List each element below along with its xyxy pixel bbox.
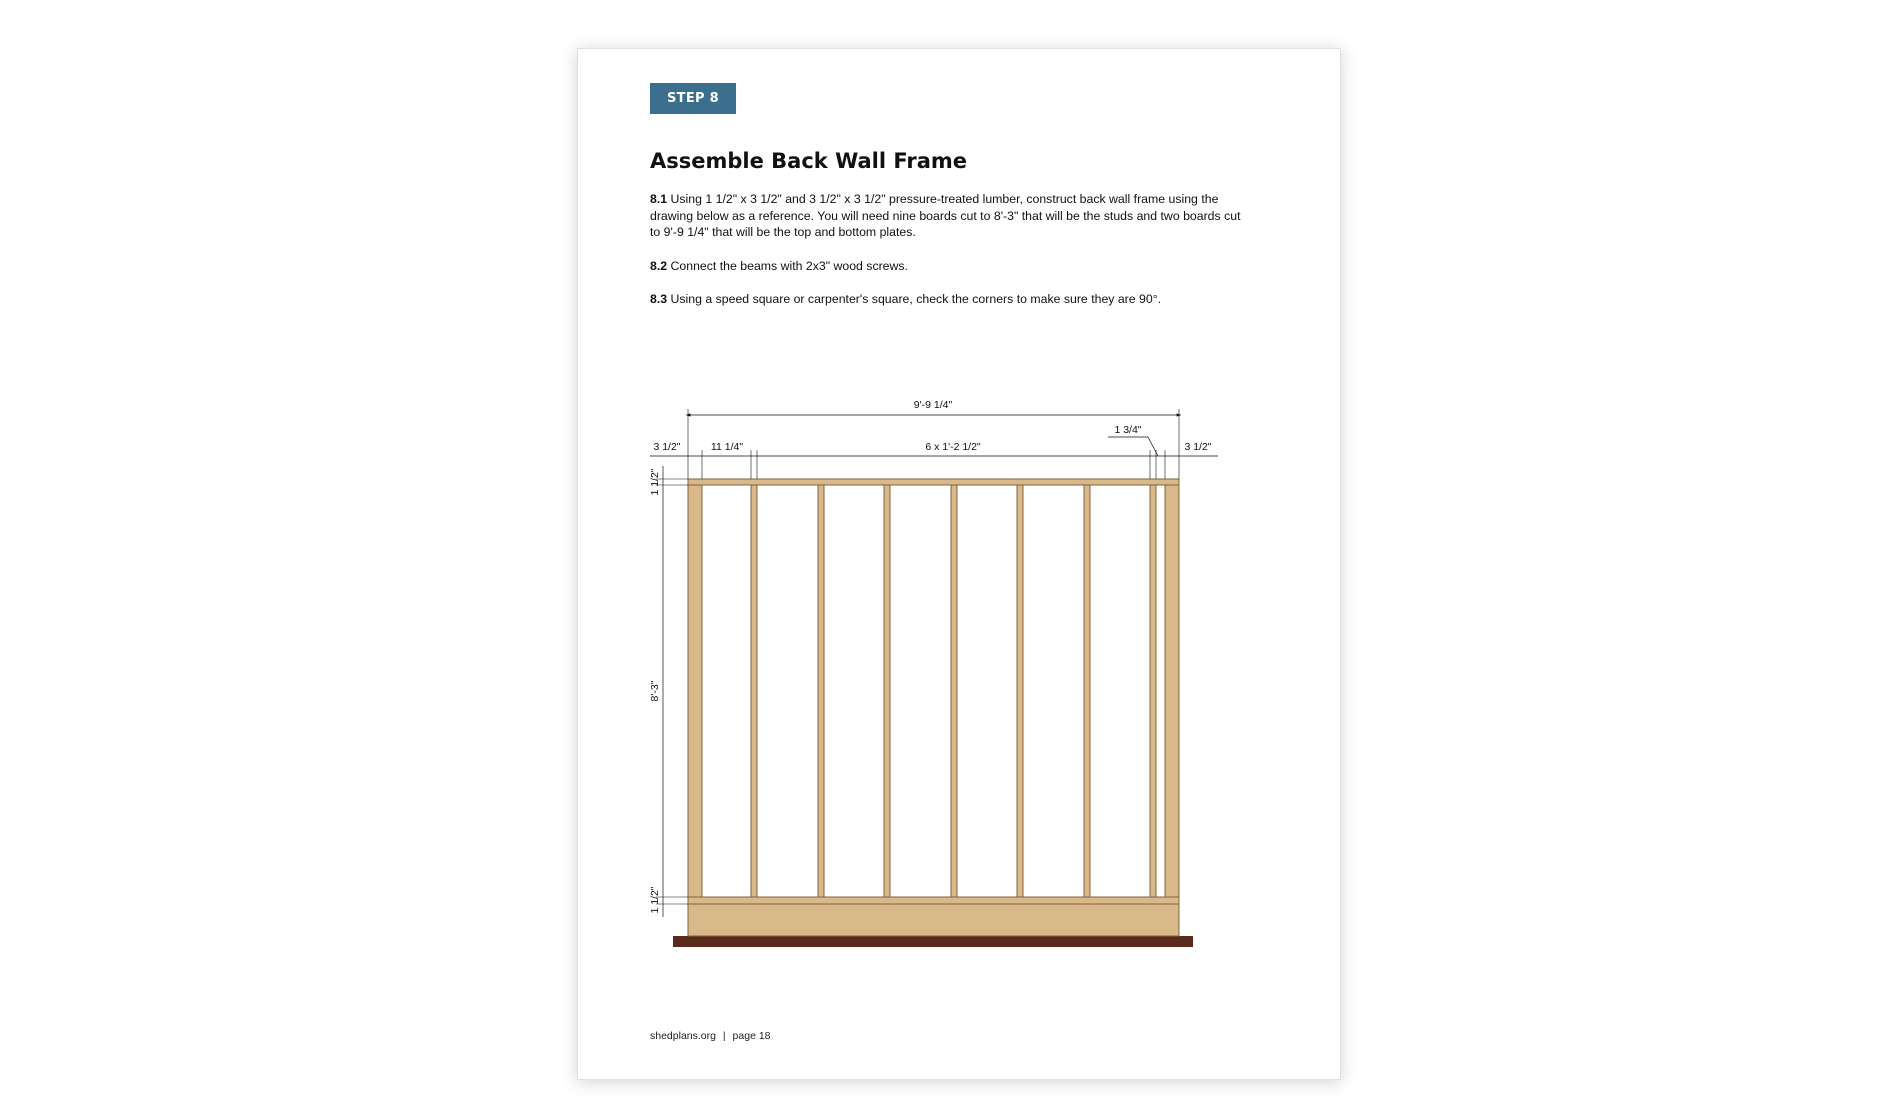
instruction-text: Using 1 1/2" x 3 1/2" and 3 1/2" x 3 1/2" pressure-treated lumber, construct back wall frame using the drawing below as a reference. You will need nine boards cut to 8'-3" that will be the studs and two boards cut to 9'-9 1/4" that will be the top and bottom plates. — [650, 192, 1241, 240]
step-badge: STEP 8 — [650, 83, 736, 114]
instruction-text: Using a speed square or carpenter's square, check the corners to make sure they are 90°. — [670, 292, 1162, 306]
stud — [951, 485, 957, 897]
instruction-text: Connect the beams with 2x3" wood screws. — [670, 259, 908, 273]
dim-left-end-stud: 3 1/2" — [653, 441, 681, 453]
stud — [1017, 485, 1023, 897]
stud — [1084, 485, 1090, 897]
stud — [818, 485, 824, 897]
instruction-number: 8.2 — [650, 259, 668, 273]
dim-overall-width: 9'-9 1/4" — [913, 399, 953, 411]
stud — [1150, 485, 1156, 897]
end-stud-left — [688, 485, 702, 897]
dim-top-plate: 1 1/2" — [649, 468, 661, 496]
document-page — [577, 48, 1341, 1080]
stud — [751, 485, 757, 897]
dim-right-end-stud: 3 1/2" — [1184, 441, 1212, 453]
page-title: Assemble Back Wall Frame — [650, 149, 968, 173]
foundation-strip — [673, 936, 1193, 947]
leader-line — [1108, 437, 1158, 456]
dim-first-spacing: 11 1/4" — [710, 441, 744, 453]
instruction-number: 8.3 — [650, 292, 668, 306]
bottom-plate — [688, 897, 1179, 904]
end-stud-right — [1165, 485, 1179, 897]
page-footer — [650, 1030, 771, 1042]
footer-separator: | — [722, 1030, 726, 1042]
wall-frame-drawing — [578, 49, 1340, 1079]
dim-bottom-plate: 1 1/2" — [649, 886, 661, 914]
footer-site: shedplans.org — [650, 1030, 716, 1042]
footer-page-number: page 18 — [732, 1030, 771, 1042]
dim-stud-height: 8'-3" — [649, 680, 661, 702]
dim-last-spacing: 1 3/4" — [1114, 424, 1142, 436]
instruction-number: 8.1 — [650, 192, 668, 206]
stud — [884, 485, 890, 897]
bottom-plate-lower — [688, 904, 1179, 936]
top-plate — [688, 479, 1179, 485]
dim-middle-spacing: 6 x 1'-2 1/2" — [925, 441, 981, 453]
